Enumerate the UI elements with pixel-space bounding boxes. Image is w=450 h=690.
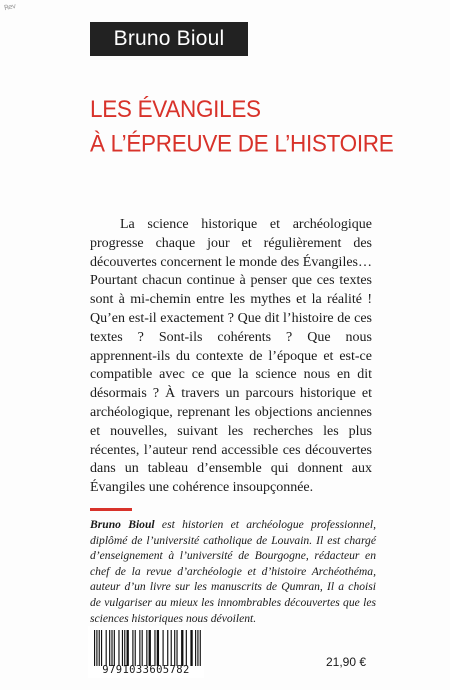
barcode-bar: [197, 630, 198, 666]
barcode-bar: [174, 630, 175, 666]
barcode-bar: [114, 630, 115, 666]
barcode-bar: [142, 630, 143, 666]
barcode-bar: [96, 630, 97, 666]
barcode-bar: [157, 630, 159, 666]
barcode-bar: [195, 630, 196, 666]
barcode-bar: [99, 630, 100, 666]
barcode-bars: [94, 630, 202, 666]
scan-mark: Rev: [3, 1, 17, 13]
barcode-bar: [163, 630, 164, 666]
barcode-number: 9791033605782: [102, 664, 190, 676]
barcode-bar: [190, 630, 192, 666]
bio-text: est historien et archéologue professionnel, diplômé de l’université catholique de Louvain. Il est chargé d’enseignement à l’université de Bourgogne, rédacteur en chef de la revue d’archéologie et d’histoire Archéothéma, auteur d’un livre sur les manuscrits de Qumran, Il a choisi de vulgariser au mieux les innombrables découvertes que les sciences historiques nous dévoilent.: [90, 518, 376, 625]
barcode-bar: [122, 630, 123, 666]
red-divider: [90, 508, 132, 511]
barcode-bar: [146, 630, 147, 666]
barcode-bar: [94, 630, 95, 666]
book-title: [90, 92, 410, 161]
barcode-bar: [109, 630, 110, 666]
author-bio: [90, 517, 376, 626]
barcode-bar: [132, 630, 133, 666]
barcode-bar: [111, 630, 112, 666]
barcode-bar: [167, 630, 168, 666]
barcode: [88, 626, 204, 678]
barcode-bar: [176, 630, 177, 666]
barcode-bar: [139, 630, 140, 666]
barcode-bar: [101, 630, 102, 666]
barcode-bar: [124, 630, 125, 666]
barcode-bar: [135, 630, 136, 666]
author-banner: Bruno Bioul: [90, 22, 248, 56]
barcode-bar: [200, 630, 201, 666]
blurb-text: La science historique et archéologique progresse chaque jour et régulièrement des découvertes concernent le monde des Évangiles… Pourtant chacun continue à penser que ces textes sont à mi-chemin entre les mythes et la réalité ! Qu’en est-il exactement ? Que dit l’histoire de ces textes ? Sont-ils cohérents ? Que nous apprennent-ils du contexte de l’époque et est-ce compatible avec ce que la science nous en dit désormais ? À travers un parcours historique et archéologique, reprenant les objections anciennes et nouvelles, suivant les recherches les plus récentes, l’auteur rend accessible ces découvertes dans un tableau d’ensemble qui donnent aux Évangiles une cohérence insoupçonnée.: [90, 217, 372, 496]
barcode-bar: [149, 630, 151, 666]
barcode-bar: [118, 630, 119, 666]
title-line-2: À L’ÉPREUVE DE L’HISTOIRE: [90, 129, 394, 157]
barcode-bar: [171, 630, 172, 666]
price: 21,90 €: [326, 655, 367, 669]
title-line-1: LES ÉVANGILES: [90, 95, 261, 123]
bio-author-name: Bruno Bioul: [90, 518, 155, 531]
barcode-bar: [127, 630, 129, 666]
barcode-bar: [154, 630, 155, 666]
barcode-bar: [106, 630, 107, 666]
barcode-bar: [186, 630, 187, 666]
barcode-bar: [181, 630, 183, 666]
